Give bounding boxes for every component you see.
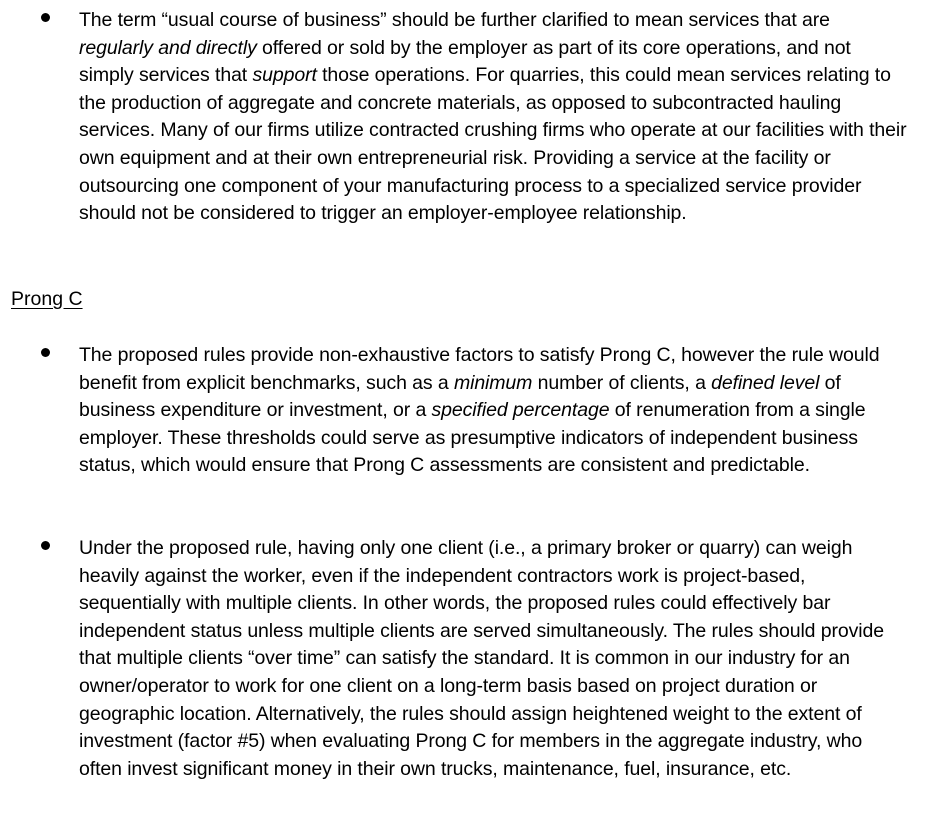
bullet-icon — [41, 541, 50, 550]
text-segment: The term “usual course of business” should be further clarified to mean services that are — [79, 9, 830, 31]
bullet-icon — [41, 13, 50, 22]
section-heading: Prong C — [11, 288, 83, 310]
text-segment: of business expenditure or investment, or a — [79, 371, 841, 422]
text-segment: offered or sold by the employer as part of its core operations, and not simply services that — [79, 36, 851, 87]
text-segment: Under the proposed rule, having only one client (i.e., a primary broker or quarry) can weigh heavily against the worker, even if the independent contractors work is project-based, sequentially with multiple clients. In other words, the proposed rules could effectively bar independent status unless multiple clients are served simultaneously. The rules should provide that multiple clients “over time” can satisfy the standard. It is common in our industry for an owner/operator to work for one client on a long-term basis based on project duration or geographic location. Alternatively, the rules should assign heightened weight to the extent of investment (factor #5) when evaluating Prong C for members in the aggregate industry, who often invest significant money in their own trucks, maintenance, fuel, insurance, etc. — [79, 537, 885, 780]
bullet-icon — [41, 348, 50, 357]
text-segment-italic: specified percentage — [431, 399, 610, 422]
text-segment-italic: defined level — [711, 371, 820, 394]
text-segment-italic: minimum — [453, 371, 533, 394]
text-segment: The proposed rules provide non-exhaustive factors to satisfy Prong C, however the rule would benefit from explicit benchmarks, such as a — [79, 344, 880, 394]
text-segment-italic: support — [252, 64, 317, 87]
text-segment: of renumeration from a single employer. These thresholds could serve as presumptive indicators of independent business status, which would ensure that Prong C assessments are consistent and predictable. — [79, 399, 866, 477]
text-segment: those operations. For quarries, this could mean services relating to the production of aggregate and concrete materials, as opposed to subcontracted hauling services. Many of our firms utilize contracted crushing firms who operate at our facilities with their own equipment and at their own entrepreneurial risk. Providing a service at the facility or outsourcing one component of your manufacturing process to a specialized service provider should not be considered to trigger an employer-employee relationship. — [79, 64, 907, 225]
text-segment: number of clients, a — [532, 371, 712, 394]
bullet-paragraph — [79, 342, 909, 480]
bullet-paragraph — [79, 535, 909, 783]
bullet-paragraph — [79, 7, 909, 228]
text-segment-italic: regularly and directly — [79, 36, 257, 59]
